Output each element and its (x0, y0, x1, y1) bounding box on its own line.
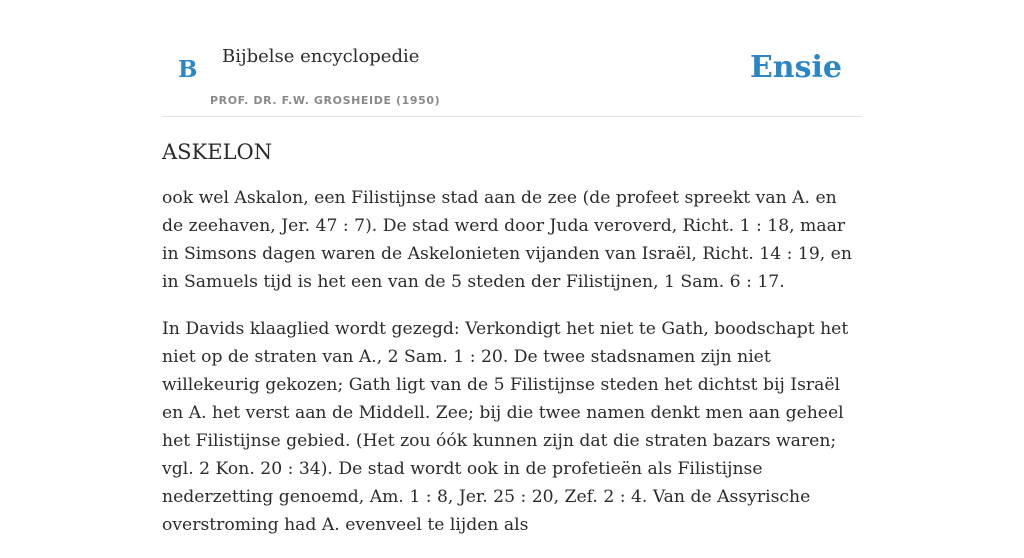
brand-logo[interactable]: Ensie (749, 50, 842, 85)
book-author: PROF. DR. F.W. GROSHEIDE (1950) (210, 94, 441, 107)
article-headword: ASKELON (162, 140, 273, 164)
book-title-link[interactable]: Bijbelse encyclopedie (222, 46, 420, 67)
article-paragraph: In Davids klaaglied wordt gezegd: Verkondigt het niet te Gath, boodschapt het niet op de straten van A., 2 Sam. 1 : 20. De twee stadsnamen zijn niet willekeurig gekozen; Gath ligt van de 5 Filistijnse steden het dichtst bij Israël en A. het verst aan de Middell. Zee; bij die twee namen denkt men aan geheel het Filistijnse gebied. (Het zou óók kunnen zijn dat die straten bazars waren; vgl. 2 Kon. 20 : 34). De stad wordt ook in de profetieën als Filistijnse nederzetting genoemd, Am. 1 : 8, Jer. 25 : 20, Zef. 2 : 4. Van de Assyrische overstroming had A. evenveel te lijden als (162, 319, 849, 535)
article-paragraph: ook wel Askalon, een Filistijnse stad aan de zee (de profeet spreekt van A. en de zeehaven, Jer. 47 : 7). De stad werd door Juda veroverd, Richt. 1 : 18, maar in Simsons dagen waren de Askelonieten vijanden van Israël, Richt. 14 : 19, en in Samuels tijd is het een van de 5 steden der Filistijnen, 1 Sam. 6 : 17. (162, 188, 852, 292)
site-header (162, 0, 862, 117)
article (162, 140, 862, 558)
book-logo-icon[interactable]: B (178, 56, 198, 83)
